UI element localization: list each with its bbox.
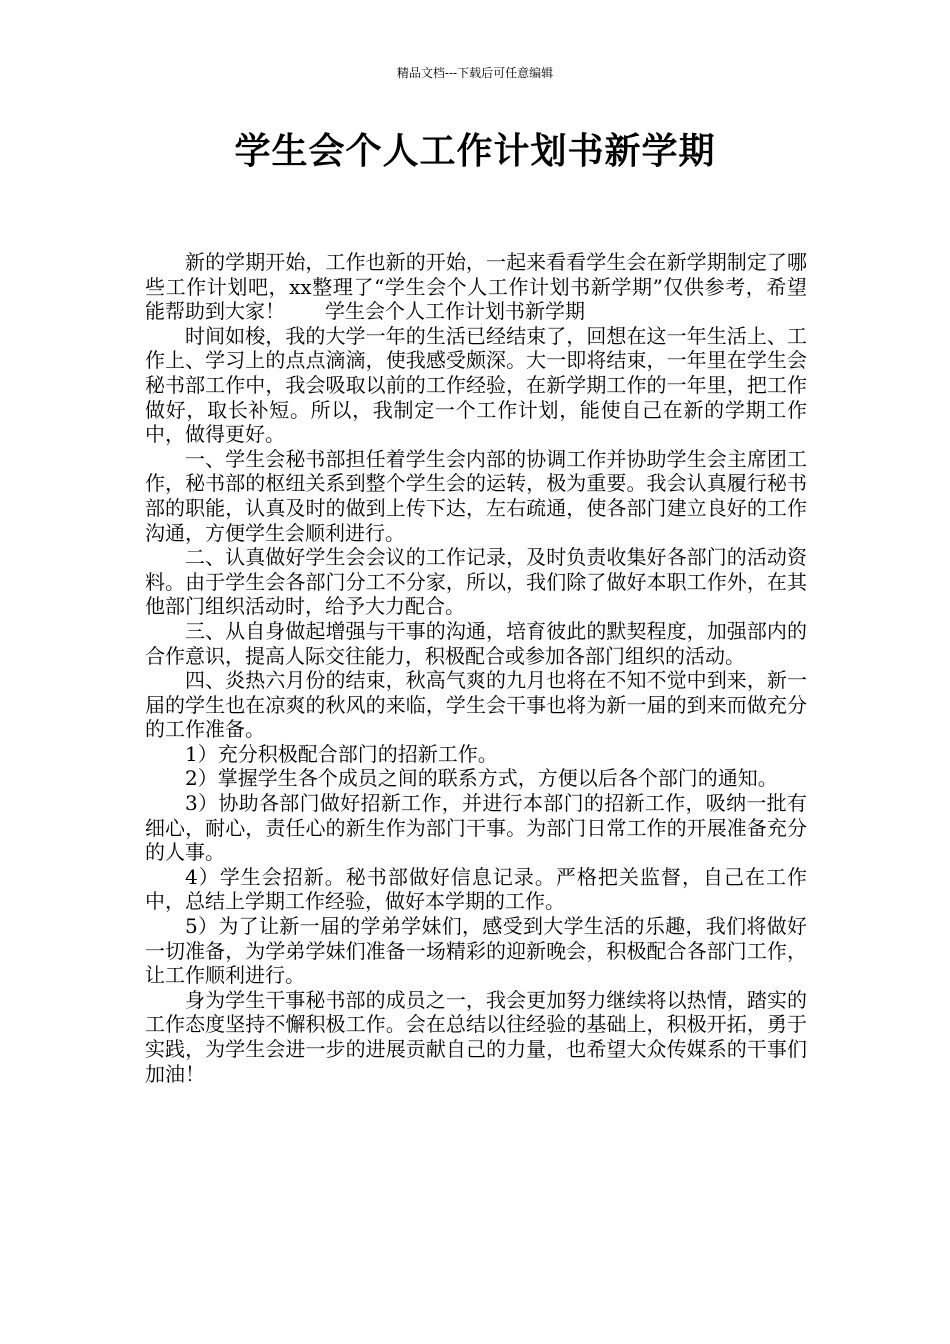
paragraph-point-1: 一、学生会秘书部担任着学生会内部的协调工作并协助学生会主席团工作，秘书部的枢纽关系到整个学生会的运转，极为重要。我会认真履行秘书部的职能，认真及时的做到上传下达，左右疏通，使各部门建立良好的工作沟通，方便学生会顺利进行。 [145, 446, 807, 545]
document-body [145, 250, 807, 1086]
paragraph-point-3: 三、从自身做起增强与干事的沟通，培育彼此的默契程度，加强部内的合作意识，提高人际交往能力，积极配合或参加各部门组织的活动。 [145, 618, 807, 668]
list-item-1: 1）充分积极配合部门的招新工作。 [185, 741, 498, 766]
paragraph-reflection: 时间如梭，我的大学一年的生活已经结束了，回想在这一年生活上、工作上、学习上的点点滴滴，使我感受颇深。大一即将结束，一年里在学生会秘书部工作中，我会吸取以前的工作经验，在新学期工作的一年里，把工作做好，取长补短。所以，我制定一个工作计划，能使自己在新的学期工作中，做得更好。 [145, 323, 807, 447]
header-note: 精品文档---下载后可任意编辑 [396, 66, 554, 80]
list-item-4: 4）学生会招新。秘书部做好信息记录。严格把关监督，自己在工作中，总结上学期工作经验，做好本学期的工作。 [145, 864, 807, 914]
document-title: 学生会个人工作计划书新学期 [234, 131, 716, 172]
paragraph-intro: 新的学期开始，工作也新的开始，一起来看看学生会在新学期制定了哪些工作计划吧，xx整理了“学生会个人工作计划书新学期”仅供参考，希望能帮助到大家！ 学生会个人工作计划书新学期 [145, 250, 807, 324]
paragraph-point-2: 二、认真做好学生会会议的工作记录，及时负责收集好各部门的活动资料。由于学生会各部门分工不分家，所以，我们除了做好本职工作外，在其他部门组织活动时，给予大力配合。 [145, 545, 807, 619]
paragraph-point-4: 四、炎热六月份的结束，秋高气爽的九月也将在不知不觉中到来，新一届的学生也在凉爽的秋风的来临，学生会干事也将为新一届的到来而做充分的工作准备。 [145, 668, 807, 742]
list-item-5: 5）为了让新一届的学弟学妹们，感受到大学生活的乐趣，我们将做好一切准备，为学弟学妹们准备一场精彩的迎新晚会，积极配合各部门工作，让工作顺利进行。 [145, 914, 807, 988]
list-item-3: 3）协助各部门做好招新工作，并进行本部门的招新工作，吸纳一批有细心，耐心，责任心的新生作为部门干事。为部门日常工作的开展准备充分的人事。 [145, 791, 807, 865]
paragraph-conclusion: 身为学生干事秘书部的成员之一，我会更加努力继续将以热情，踏实的工作态度坚持不懈积极工作。会在总结以往经验的基础上，积极开拓，勇于实践，为学生会进一步的进展贡献自己的力量，也希望大众传媒系的干事们加油！ [145, 987, 807, 1086]
list-item-2: 2）掌握学生各个成员之间的联系方式，方便以后各个部门的通知。 [185, 766, 778, 791]
